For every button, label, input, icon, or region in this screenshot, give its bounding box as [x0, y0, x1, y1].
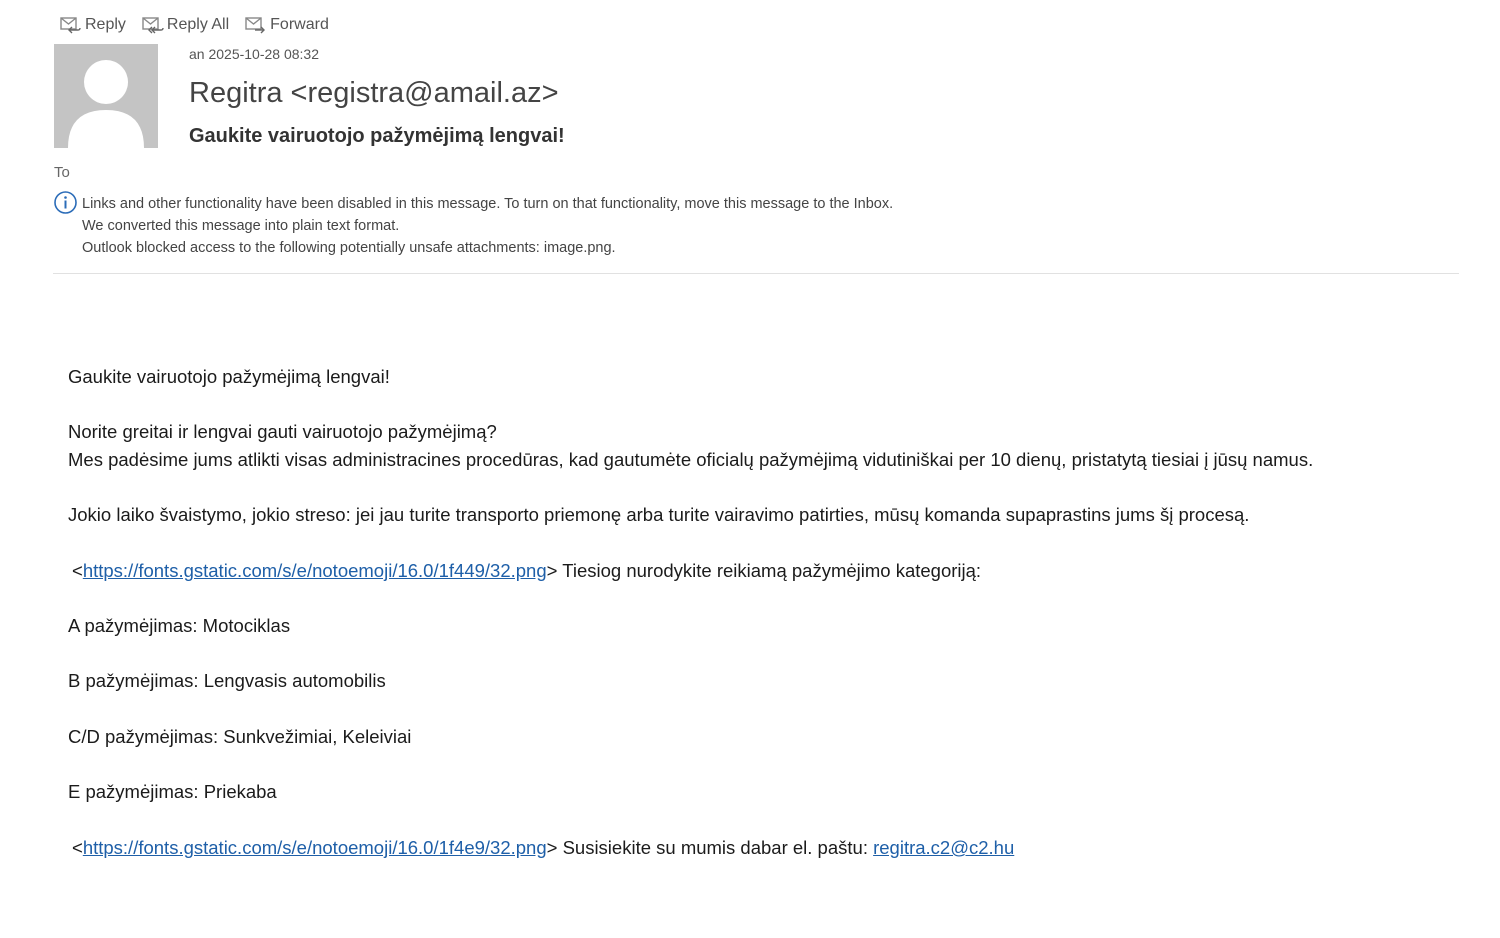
to-label: To	[54, 164, 70, 181]
forward-label: Forward	[270, 16, 329, 33]
reply-all-label: Reply All	[166, 16, 230, 33]
infobar[interactable]	[82, 193, 893, 259]
link-2-suffix: > Susisiekite su mumis dabar el. paštu:	[546, 837, 874, 858]
reply-label: Reply	[85, 16, 126, 33]
sender-name[interactable]: Regitra <registra@amail.az>	[189, 77, 559, 109]
emoji-link-1[interactable]: https://fonts.gstatic.com/s/e/notoemoji/16.0/1f449/32.png	[82, 560, 547, 581]
body-paragraph-2: Jokio laiko švaistymo, jokio streso: jei jau turite transporto priemonę arba turite vairavimo patirties, mūsų komanda supaprastins jums šį procesą.	[68, 504, 1250, 525]
forward-icon	[243, 12, 270, 39]
reply-button[interactable]	[58, 12, 126, 38]
body-paragraph-1-line-1: Norite greitai ir lengvai gauti vairuotojo pažymėjimą?	[68, 421, 497, 442]
header-divider	[53, 273, 1459, 274]
contact-email-link[interactable]: regitra.c2@c2.hu	[873, 837, 1015, 858]
link-1-suffix: > Tiesiog nurodykite reikiamą pažymėjimo kategoriją:	[546, 560, 982, 581]
person-avatar-icon	[54, 44, 158, 148]
emoji-link-2[interactable]: https://fonts.gstatic.com/s/e/notoemoji/16.0/1f4e9/32.png	[82, 837, 547, 858]
info-icon	[53, 190, 78, 220]
body-paragraph-1-line-2: Mes padėsime jums atlikti visas administracines procedūras, kad gautumėte oficialų pažymėjimą vidutiniškai per 10 dienų, pristatytą tiesiai į jūsų namus.	[68, 449, 1314, 470]
notice-links-disabled: Links and other functionality have been disabled in this message. To turn on that functionality, move this message to the Inbox.	[82, 196, 894, 212]
reply-all-icon	[140, 12, 167, 39]
sender-avatar	[54, 44, 158, 148]
reply-icon	[58, 12, 85, 39]
notice-blocked-attachments: Outlook blocked access to the following potentially unsafe attachments: image.png.	[82, 240, 616, 256]
reply-all-button[interactable]	[140, 12, 229, 38]
category-cd: C/D pažymėjimas: Sunkvežimiai, Keleiviai	[68, 726, 412, 747]
forward-button[interactable]	[243, 12, 329, 38]
link-1-prefix: <	[72, 560, 83, 581]
message-subject: Gaukite vairuotojo pažymėjimą lengvai!	[189, 125, 565, 147]
message-toolbar	[58, 11, 343, 39]
category-b: B pažymėjimas: Lengvasis automobilis	[68, 670, 386, 691]
link-2-prefix: <	[72, 837, 83, 858]
category-a: A pažymėjimas: Motociklas	[68, 615, 291, 636]
body-heading: Gaukite vairuotojo pažymėjimą lengvai!	[68, 366, 390, 387]
link-line-1	[72, 560, 981, 582]
message-datetime: an 2025-10-28 08:32	[189, 46, 319, 62]
notice-plain-text: We converted this message into plain text format.	[82, 218, 400, 234]
link-line-2	[72, 837, 1014, 859]
category-e: E pažymėjimas: Priekaba	[68, 781, 277, 802]
